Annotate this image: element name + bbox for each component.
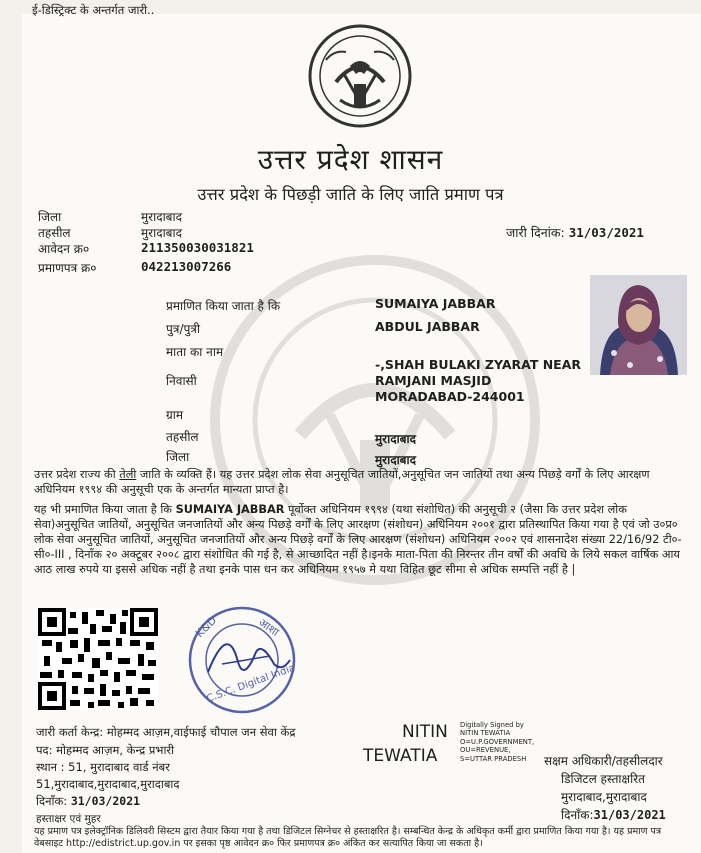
- authority-location: मुरादाबाद,मुरादाबाद: [561, 790, 647, 804]
- meta-tehsil-label: तहसील: [38, 226, 71, 240]
- document-title: उत्तर प्रदेश शासन: [257, 143, 444, 176]
- applicant-name: SUMAIYA JABBAR: [375, 296, 496, 311]
- mother-label: माता का नाम: [166, 345, 224, 359]
- issue-date-value: 31/03/2021: [568, 225, 644, 240]
- top-note: ई-डिस्ट्रिक्ट के अन्तर्गत जारी..: [32, 3, 155, 17]
- tehsil-value: मुरादाबाद: [375, 432, 417, 446]
- issuer-date: दिनाँक: 31/03/2021: [36, 794, 141, 808]
- applicant-photo: [590, 275, 687, 375]
- caste-name: तेली: [119, 468, 137, 481]
- declaration-paragraph: यह भी प्रमाणित किया जाता है कि SUMAIYA JABBAR पूर्वोक्त अधिनियम १९९४ (यथा संशोधित) की अनुसूची २ (जैसा कि उत्तर प्रदेश लोक सेवा)अनुसूचित जातियों, अनुसूचित जनजातियों और अन्य पिछड़े वर्गों के लिए आरक्षण (संशोधन) अधिनियम २००१ द्वारा प्रतिस्थापित किया गया है एवं जो उ०प्र० लोक सेवा अनुसूचित जातियों, अनुसूचित जनजातियों और अन्य पिछड़े वर्गों के लिए आरक्षण (संशोधन) अधिनियम २००२ एवं शासनादेश संख्या 22/16/92 टी०-सी०-III , दिनाँक २० अक्टूबर २००८ द्वारा संशोधित की गई है, से आच्छादित नहीं है।इनके माता-पिता की निरन्तर तीन वर्षों की अवधि के लिये सकल वार्षिक आय आठ लाख रुपये या इससे अधिक नहीं है तथा इनके पास धन कर अधिनियम १९५७ मे यथा विहित छूट सीमा से अधिक सम्पत्ति नहीं है |: [34, 503, 682, 576]
- svg-text:आशा: आशा: [256, 615, 282, 639]
- caste-paragraph: उत्तर प्रदेश राज्य की तेली जाति के व्यक्ति हैं। यह उत्तर प्रदेश लोक सेवा अनुसूचित जातियों,अनुसूचित जन जातियों तथा अन्य पिछड़े वर्गों के लिए आरक्षण अधिनियम १९९४ की अनुसूची एक के अन्तर्गत मान्यता प्राप्त है।: [34, 468, 650, 496]
- svg-text:K&D: K&D: [192, 613, 220, 641]
- village-label: ग्राम: [166, 408, 184, 422]
- authority-date: दिनाँक:31/03/2021: [561, 808, 666, 822]
- meta-certificate-label: प्रमाणपत्र क्र०: [38, 261, 97, 275]
- official-stamp: [178, 602, 308, 722]
- tehsil-label: तहसील: [166, 430, 199, 444]
- issuer-center: जारी कर्ता केन्द्र: मोहम्मद आज़म,वाईफाई चौपाल जन सेवा केंद्र: [36, 725, 296, 739]
- meta-application-label: आवेदन क्र०: [38, 242, 90, 256]
- signer-first-name: NITIN: [402, 722, 448, 742]
- digital-signature-details: Digitally Signed by NITIN TEWATIA O=U.P.GOVERNMENT, OU=REVENUE, S=UTTAR PRADESH: [460, 721, 535, 763]
- signer-last-name: TEWATIA: [363, 746, 438, 766]
- issuer-place: स्थान : 51, मुरादाबाद वार्ड नंबर: [36, 760, 170, 774]
- declaration-applicant-name: SUMAIYA JABBAR: [175, 503, 285, 516]
- district-label: जिला: [166, 450, 190, 464]
- meta-district-label: जिला: [38, 210, 62, 224]
- meta-tehsil-value: मुरादाबाद: [141, 226, 183, 240]
- father-name: ABDUL JABBAR: [375, 319, 480, 334]
- meta-certificate-number: 042213007266: [141, 259, 232, 274]
- authority-digital-signed: डिजिटल हस्ताक्षरित: [561, 772, 645, 786]
- issue-date-label: जारी दिनांक:: [506, 225, 565, 240]
- issuer-sign-label: हस्ताक्षर एवं मुहर: [36, 813, 101, 825]
- issuer-address: 51,मुरादाबाद,मुरादाबाद,मुरादाबाद: [36, 777, 180, 791]
- qr-code: [38, 608, 158, 710]
- certified-label: प्रमाणित किया जाता है कि: [166, 299, 281, 313]
- address-line-2: RAMJANI MASJID: [375, 373, 492, 388]
- address-line-1: -,SHAH BULAKI ZYARAT NEAR: [375, 357, 581, 372]
- svg-text:C.S.C. Digital India: C.S.C. Digital India: [205, 662, 297, 705]
- resident-label: निवासी: [166, 374, 197, 388]
- father-label: पुत्र/पुत्री: [166, 322, 201, 336]
- issue-date: [506, 224, 644, 241]
- meta-application-number: 211350030031821: [141, 240, 254, 255]
- authority-title: सक्षम अधिकारी/तहसीलदार: [544, 754, 663, 768]
- district-value: मुरादाबाद: [375, 453, 417, 467]
- meta-district-value: मुरादाबाद: [141, 210, 183, 224]
- up-govt-emblem: [306, 22, 414, 130]
- address-line-3: MORADABAD-244001: [375, 389, 525, 404]
- issuer-designation: पद: मोहम्मद आज़म, केन्द्र प्रभारी: [36, 743, 175, 757]
- document-subtitle: उत्तर प्रदेश के पिछड़ी जाति के लिए जाति प्रमाण पत्र: [197, 185, 504, 204]
- verification-note: यह प्रमाण पत्र इलेक्ट्रॉनिक डिलिवरी सिस्टम द्वारा तैयार किया गया है तथा डिजिटल सिग्नेचर से हस्ताक्षरित है। सम्बन्धित केन्द्र के अधिकृत कर्मी द्वारा प्रमाणित किया गया है। यह प्रमाण पत्र वेबसाइट http://edistrict.up.gov.in पर इसका पृष्ठ आवेदन क्र० फिर प्रमाणपत्र क्र० अंकित कर सत्यापित किया जा सकता है।: [34, 826, 662, 849]
